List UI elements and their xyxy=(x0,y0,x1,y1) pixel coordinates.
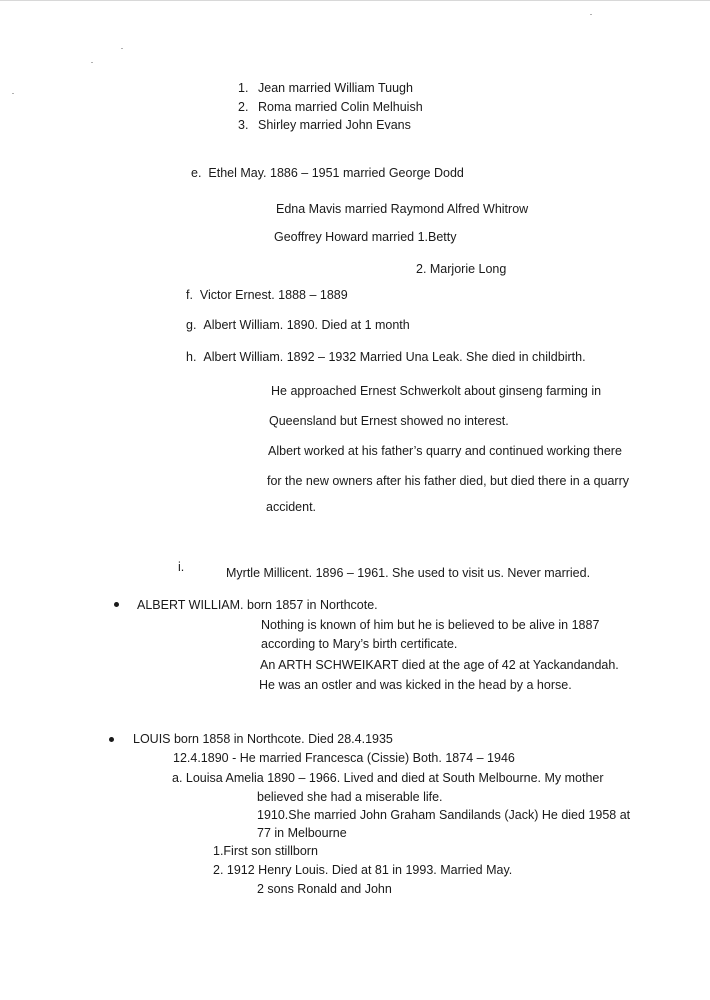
list-number: 3. xyxy=(238,118,249,132)
bullet-icon xyxy=(109,737,114,742)
scan-speck xyxy=(121,48,123,49)
section-heading-albert-william: ALBERT WILLIAM. born 1857 in Northcote. xyxy=(137,598,378,612)
list-item xyxy=(238,81,413,96)
list-text: Jean married William Tuugh xyxy=(258,81,413,95)
entry-text: Albert William. 1892 – 1932 Married Una Leak. She died in childbirth. xyxy=(203,350,586,364)
son-entry: 1.First son stillborn xyxy=(213,844,318,858)
entry-text: Albert William. 1890. Died at 1 month xyxy=(203,318,410,332)
entry-albert-h xyxy=(186,350,586,365)
paragraph-line: for the new owners after his father died, but died there in a quarry xyxy=(267,474,630,488)
paragraph-line: according to Mary’s birth certificate. xyxy=(261,637,458,651)
paragraph-line: 2 sons Ronald and John xyxy=(257,882,392,896)
entry-label: i. xyxy=(178,560,185,574)
paragraph-line: An ARTH SCHWEIKART died at the age of 42 at Yackandandah. xyxy=(260,658,619,672)
entry-label: e. xyxy=(191,166,202,180)
paragraph-line: 77 in Melbourne xyxy=(257,826,347,840)
list-text: Roma married Colin Melhuish xyxy=(258,100,423,114)
list-text: Shirley married John Evans xyxy=(258,118,411,132)
ethel-child-edna: Edna Mavis married Raymond Alfred Whitrow xyxy=(276,202,529,216)
scan-speck xyxy=(91,62,93,63)
entry-myrtle: Myrtle Millicent. 1896 – 1961. She used to visit us. Never married. xyxy=(226,566,591,580)
entry-label: g. xyxy=(186,318,197,332)
entry-albert-g xyxy=(186,318,410,333)
paragraph-line: Nothing is known of him but he is believed to be alive in 1887 xyxy=(261,618,600,632)
bullet-icon xyxy=(114,602,119,607)
list-item xyxy=(238,100,423,115)
entry-victor xyxy=(186,288,348,303)
paragraph-line: believed she had a miserable life. xyxy=(257,790,443,804)
paragraph-line: 1910.She married John Graham Sandilands (Jack) He died 1958 at xyxy=(257,808,631,822)
entry-ethel xyxy=(191,166,464,181)
son-entry: 2. 1912 Henry Louis. Died at 81 in 1993. Married May. xyxy=(213,863,513,877)
list-item xyxy=(238,118,411,133)
ethel-child-geoffrey: Geoffrey Howard married 1.Betty xyxy=(274,230,457,244)
geoffrey-spouse-2: 2. Marjorie Long xyxy=(416,262,507,276)
list-number: 2. xyxy=(238,100,249,114)
section-heading-louis: LOUIS born 1858 in Northcote. Died 28.4.1935 xyxy=(133,732,393,746)
entry-label: h. xyxy=(186,350,197,364)
louis-marriage: 12.4.1890 - He married Francesca (Cissie) Both. 1874 – 1946 xyxy=(173,751,515,765)
paragraph-line: Queensland but Ernest showed no interest. xyxy=(269,414,509,428)
scan-speck xyxy=(12,93,14,94)
entry-text: Victor Ernest. 1888 – 1889 xyxy=(199,288,348,302)
entry-label: f. xyxy=(186,288,193,302)
scan-speck xyxy=(590,14,592,15)
list-number: 1. xyxy=(238,81,249,95)
paragraph-line: accident. xyxy=(266,500,317,514)
entry-text: Ethel May. 1886 – 1951 married George Dodd xyxy=(208,166,464,180)
page-top-edge xyxy=(0,0,710,1)
paragraph-line: He was an ostler and was kicked in the head by a horse. xyxy=(259,678,572,692)
paragraph-line: Albert worked at his father’s quarry and continued working there xyxy=(268,444,622,458)
entry-louisa: a. Louisa Amelia 1890 – 1966. Lived and died at South Melbourne. My mother xyxy=(172,771,604,785)
paragraph-line: He approached Ernest Schwerkolt about ginseng farming in xyxy=(271,384,602,398)
